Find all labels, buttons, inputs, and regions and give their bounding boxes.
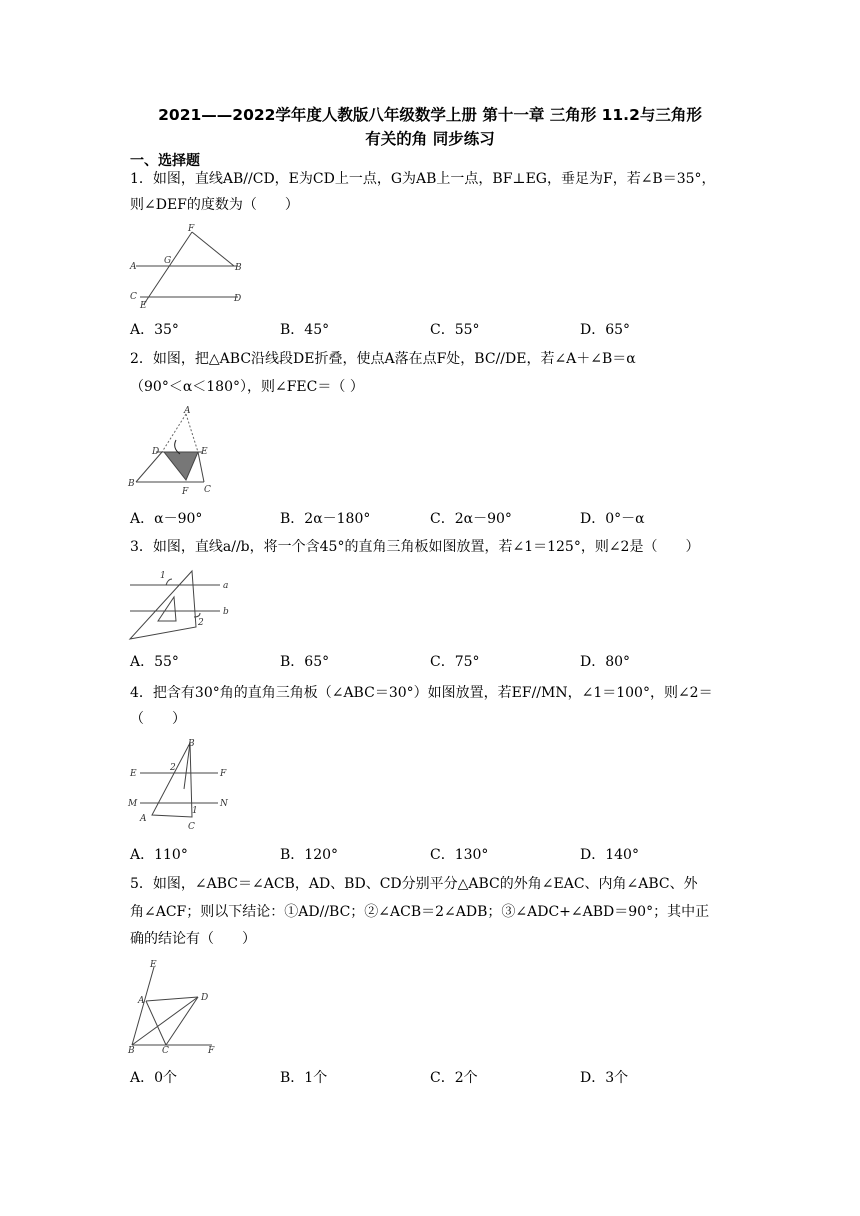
q5-label-d: D — [201, 993, 209, 1003]
q2-label-e: E — [201, 447, 208, 457]
q2-label-a: A — [184, 406, 191, 416]
q1-label-d: D — [234, 294, 242, 304]
q3-label-2: 2 — [198, 618, 204, 628]
q1-label-c: C — [130, 292, 137, 302]
option-d[interactable]: D．65° — [580, 322, 631, 338]
q1-label-b: B — [235, 263, 242, 273]
section-heading: 一、选择题 — [130, 153, 200, 169]
q4-label-f: F — [220, 769, 227, 779]
q5-label-e: E — [150, 960, 157, 970]
q5-label-c: C — [162, 1046, 169, 1056]
option-d[interactable]: D．3个 — [580, 1070, 629, 1086]
option-a[interactable]: A．55° — [130, 654, 179, 670]
option-d[interactable]: D．80° — [580, 654, 631, 670]
q2-label-b: B — [128, 479, 135, 489]
q4-label-b: B — [188, 739, 195, 749]
option-c[interactable]: C．55° — [430, 322, 480, 338]
option-a[interactable]: A．35° — [130, 322, 179, 338]
q4-label-2: 2 — [170, 763, 176, 773]
q3-label-b: b — [223, 607, 229, 617]
q4-label-m: M — [128, 799, 138, 809]
option-a[interactable]: A．0个 — [130, 1070, 178, 1086]
option-a[interactable]: A．110° — [130, 847, 188, 863]
question-3-line-1: 3．如图，直线a//b，将一个含45°的直角三角板如图放置，若∠1＝125°，则∠2是（ ） — [130, 539, 700, 555]
q2-label-d: D — [152, 447, 160, 457]
q3-label-a: a — [223, 581, 229, 591]
q5-label-a: A — [138, 996, 145, 1006]
option-b[interactable]: B．1个 — [280, 1070, 328, 1086]
question-4-figure — [126, 737, 236, 833]
page-title-line-2: 有关的角 同步练习 — [365, 130, 495, 148]
question-2-line-2: （90°＜α＜180°），则∠FEC＝（ ） — [130, 379, 364, 395]
option-a[interactable]: A．α－90° — [130, 511, 203, 527]
question-2-figure — [126, 404, 226, 496]
question-5-line-2: 角∠ACF；则以下结论：①AD//BC；②∠ACB＝2∠ADB；③∠ADC+∠ABD＝90°；其中正 — [130, 904, 710, 920]
q4-label-c: C — [188, 822, 195, 832]
question-4-line-2: （ ） — [130, 711, 186, 727]
q2-label-f: F — [182, 487, 189, 497]
question-1-line-1: 1．如图，直线AB//CD，E为CD上一点，G为AB上一点，BF⊥EG，垂足为F，若∠B＝35°， — [130, 171, 716, 187]
question-1-options — [130, 319, 730, 339]
option-b[interactable]: B．2α－180° — [280, 511, 371, 527]
question-1-line-2: 则∠DEF的度数为（ ） — [130, 197, 299, 213]
q1-label-e: E — [140, 301, 147, 311]
q4-label-1: 1 — [192, 806, 198, 816]
question-2-options — [130, 508, 730, 528]
option-c[interactable]: C．2α－90° — [430, 511, 512, 527]
option-c[interactable]: C．130° — [430, 847, 489, 863]
option-d[interactable]: D．140° — [580, 847, 639, 863]
question-4-line-1: 4．把含有30°角的直角三角板（∠ABC＝30°）如图放置，若EF//MN，∠1＝100°，则∠2＝ — [130, 685, 713, 701]
q4-label-n: N — [220, 799, 228, 809]
question-5-options — [130, 1067, 730, 1087]
q3-label-1: 1 — [160, 571, 166, 581]
page-title-line-1: 2021——2022学年度人教版八年级数学上册 第十一章 三角形 11.2与三角形 — [158, 106, 702, 124]
question-3-options — [130, 651, 730, 671]
option-c[interactable]: C．2个 — [430, 1070, 478, 1086]
q5-label-f: F — [208, 1046, 215, 1056]
question-5-line-1: 5．如图，∠ABC＝∠ACB，AD、BD、CD分别平分△ABC的外角∠EAC、内角∠ABC、外 — [130, 876, 698, 892]
q4-label-e: E — [130, 769, 137, 779]
q2-label-c: C — [204, 485, 211, 495]
option-d[interactable]: D．0°－α — [580, 511, 645, 527]
question-1-figure — [126, 222, 256, 312]
q1-label-f: F — [188, 224, 195, 234]
q1-label-g: G — [164, 256, 172, 266]
question-5-line-3: 确的结论有（ ） — [130, 931, 256, 947]
option-c[interactable]: C．75° — [430, 654, 480, 670]
q5-label-b: B — [128, 1046, 135, 1056]
question-4-options — [130, 844, 730, 864]
question-2-line-1: 2．如图，把△ABC沿线段DE折叠，使点A落在点F处，BC//DE，若∠A＋∠B＝α — [130, 351, 636, 367]
option-b[interactable]: B．120° — [280, 847, 339, 863]
q4-label-a: A — [140, 814, 147, 824]
q1-label-a: A — [130, 262, 137, 272]
question-3-figure — [126, 565, 236, 645]
question-5-figure — [126, 957, 226, 1055]
option-b[interactable]: B．65° — [280, 654, 330, 670]
option-b[interactable]: B．45° — [280, 322, 330, 338]
